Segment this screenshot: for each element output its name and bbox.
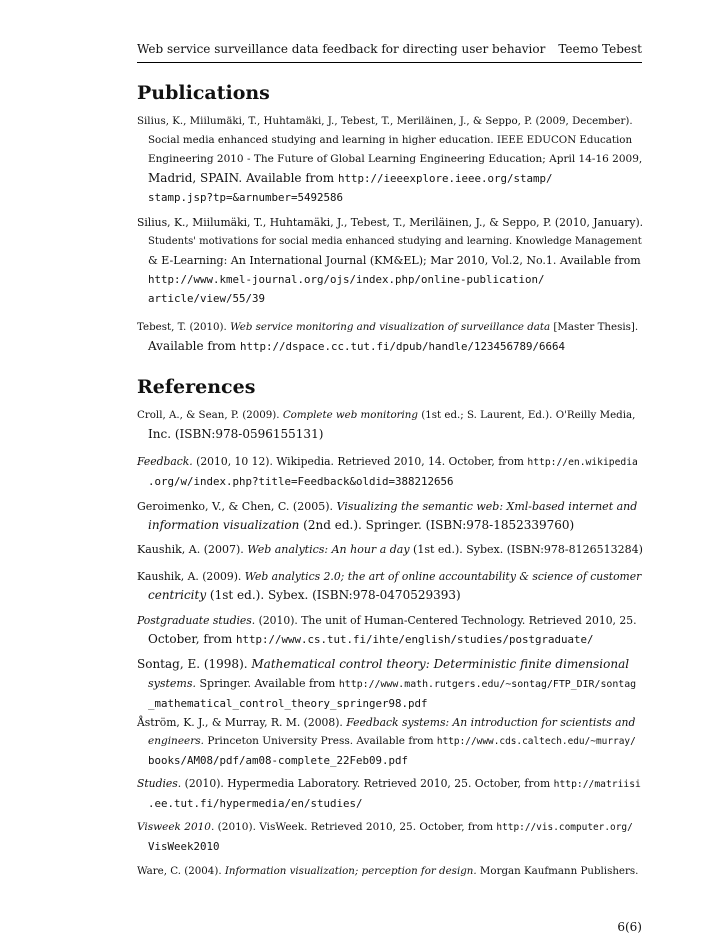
entry-line: Engineering 2010 - The Future of Global Learning Engineering Education; April 14-16 2009,	[148, 153, 643, 165]
url-link[interactable]: http://matriisi	[553, 779, 641, 790]
reference-entry: Kaushik, A. (2007). Web analytics: An hour a day (1st ed.). Sybex. (ISBN:978-8126513284)	[137, 543, 643, 556]
entry-line: Tebest, T. (2010). Web service monitoring and visualization of surveillance data [Master Thesis].	[137, 321, 639, 333]
reference-entry: Feedback. (2010, 10 12). Wikipedia. Retrieved 2010, 14. October, from http://en.wikipedia .org/w/index.php?title=Feedback&oldid=388212656	[137, 452, 642, 491]
url-link[interactable]: stamp.jsp?tp=&arnumber=5492586	[148, 191, 344, 204]
url-link[interactable]: VisWeek2010	[148, 840, 220, 853]
running-header	[137, 42, 642, 60]
reference-entry: Sontag, E. (1998). Mathematical control theory: Deterministic finite dimensional systems. Springer. Available from http://www.math.rutgers.edu/~sontag/FTP_DIR/sontag _mathematical_control_theory_springer98.pdf	[137, 655, 642, 713]
entry-line: Silius, K., Miilumäki, T., Huhtamäki, J., Tebest, T., Meriläinen, J., & Seppo, P. (2010, January).	[137, 216, 644, 229]
entry-line: & E-Learning: An International Journal (KM&EL); Mar 2010, Vol.2, No.1. Available from	[148, 254, 641, 267]
reference-entry: Kaushik, A. (2009). Web analytics 2.0; the art of online accountability & science of customer centricity (1st ed.). Sybex. (ISBN:978-0470529393)	[137, 570, 642, 602]
entry-line: Students' motivations for social media enhanced studying and learning. Knowledge Management	[148, 236, 642, 247]
reference-entry: Visweek 2010. (2010). VisWeek. Retrieved 2010, 25. October, from http://vis.computer.org/ VisWeek2010	[137, 818, 642, 856]
url-link[interactable]: http://dspace.cc.tut.fi/dpub/handle/123456789/6664	[239, 340, 565, 353]
url-link[interactable]: books/AM08/pdf/am08-complete_22Feb09.pdf	[148, 754, 409, 767]
reference-entry: Postgraduate studies. (2010). The unit of Human-Centered Technology. Retrieved 2010, 25. October, from http://www.cs.tut.fi/ihte/english/studies/postgraduate/	[137, 614, 637, 646]
header-title: Web service surveillance data feedback for directing user behavior	[137, 42, 546, 56]
header-rule	[137, 62, 642, 63]
reference-entry: Studies. (2010). Hypermedia Laboratory. Retrieved 2010, 25. October, from http://matriisi .ee.tut.fi/hypermedia/en/studies/	[137, 774, 642, 813]
publication-entry	[137, 213, 642, 308]
url-link[interactable]: .ee.tut.fi/hypermedia/en/studies/	[148, 797, 363, 810]
reference-entry: Ware, C. (2004). Information visualization; perception for design. Morgan Kaufmann Publishers.	[137, 865, 639, 877]
entry-line: Available from http://dspace.cc.tut.fi/dpub/handle/123456789/6664	[148, 339, 565, 353]
entry-line: Silius, K., Miilumäki, T., Huhtamäki, J., Tebest, T., Meriläinen, J., & Seppo, P. (2009, December).	[137, 115, 633, 127]
page-number: 6(6)	[617, 920, 642, 934]
url-link[interactable]: http://ieeexplore.ieee.org/stamp/	[337, 172, 553, 185]
url-link[interactable]: http://en.wikipedia	[527, 457, 638, 468]
entry-line: Madrid, SPAIN. Available from http://ieeexplore.ieee.org/stamp/	[148, 171, 553, 185]
reference-entry: Geroimenko, V., & Chen, C. (2005). Visualizing the semantic web: Xml-based internet and information visualization (2nd ed.). Springer. (ISBN:978-1852339760)	[137, 500, 638, 532]
url-link[interactable]: http://www.cds.caltech.edu/~murray/	[436, 736, 636, 747]
reference-entry: Åström, K. J., & Murray, R. M. (2008). Feedback systems: An introduction for scientists and engineers. Princeton University Press. Available from http://www.cds.caltech.edu/~murray/ books/AM08/pdf/am08-complete_22Feb09.pdf	[137, 713, 642, 770]
url-link[interactable]: .org/w/index.php?title=Feedback&oldid=388212656	[148, 475, 454, 488]
url-link[interactable]: http://vis.computer.org/	[496, 822, 633, 833]
url-link[interactable]: http://www.kmel-journal.org/ojs/index.php/online-publication/	[148, 273, 545, 286]
url-link[interactable]: http://www.math.rutgers.edu/~sontag/FTP_DIR/sontag	[338, 679, 637, 690]
url-link[interactable]: http://www.cs.tut.fi/ihte/english/studies/postgraduate/	[236, 633, 594, 646]
header-author: Teemo Tebest	[558, 42, 642, 56]
reference-entry: Croll, A., & Sean, P. (2009). Complete web monitoring (1st ed.; S. Laurent, Ed.). O'Reilly Media, Inc. (ISBN:978-0596155131)	[137, 409, 636, 441]
entry-line: Social media enhanced studying and learning in higher education. IEEE EDUCON Education	[148, 134, 633, 146]
publications-heading: Publications	[137, 82, 270, 104]
publication-entry	[137, 318, 642, 356]
publication-entry	[137, 112, 642, 207]
url-link[interactable]: _mathematical_control_theory_springer98.pdf	[148, 697, 428, 710]
url-link[interactable]: article/view/55/39	[148, 292, 266, 305]
references-heading: References	[137, 376, 256, 398]
